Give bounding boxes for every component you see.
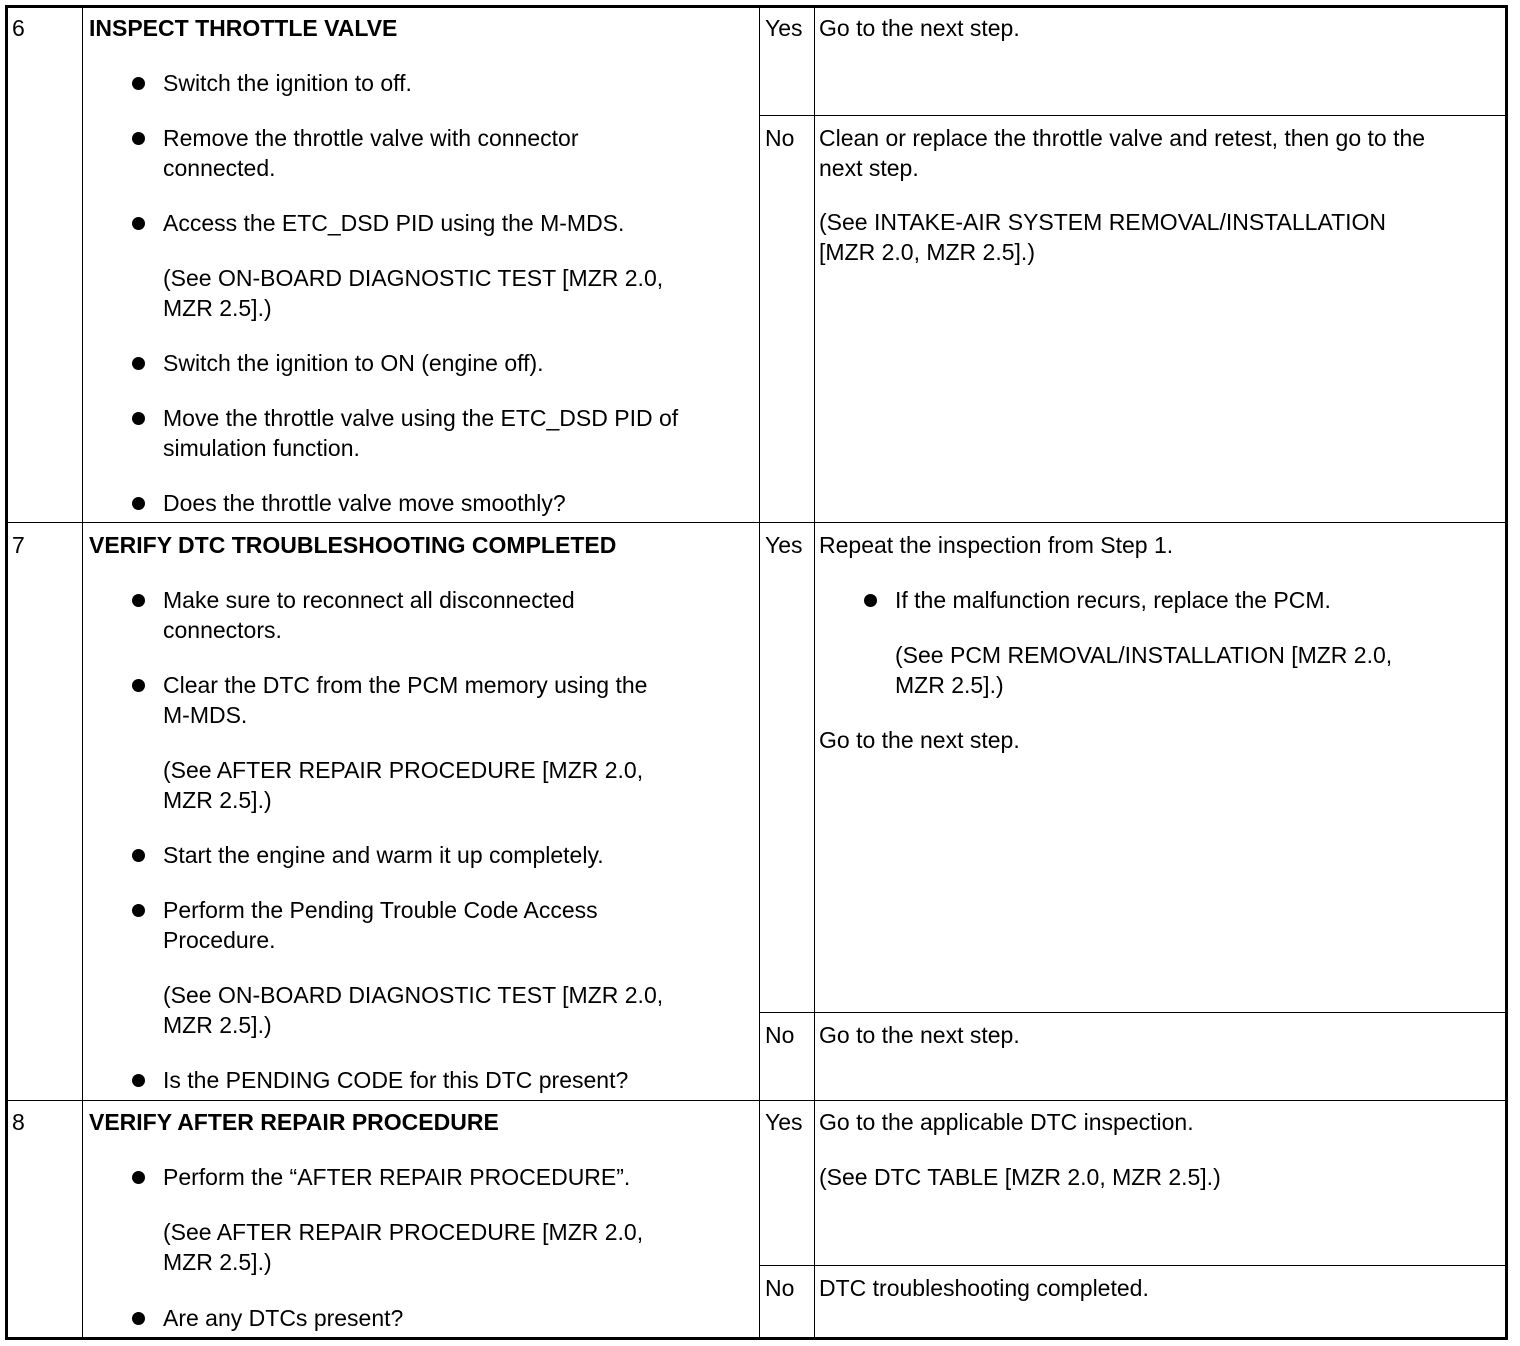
column-divider (814, 8, 815, 1337)
step-item: Procedure. (163, 927, 276, 953)
step-number: 6 (12, 15, 25, 41)
reference-link[interactable]: (See AFTER REPAIR PROCEDURE [MZR 2.0, (163, 757, 644, 783)
step-item: Does the throttle valve move smoothly? (163, 490, 566, 516)
reference-link[interactable]: (See INTAKE-AIR SYSTEM REMOVAL/INSTALLATION (819, 209, 1387, 235)
column-divider (82, 8, 83, 1337)
reference-link[interactable]: (See ON-BOARD DIAGNOSTIC TEST [MZR 2.0, (163, 982, 664, 1008)
step-item: Make sure to reconnect all disconnected (163, 587, 575, 613)
yes-action: Go to the applicable DTC inspection. (819, 1109, 1194, 1135)
yes-action: Go to the next step. (819, 727, 1020, 753)
yes-action: Go to the next step. (819, 15, 1020, 41)
step-title: INSPECT THROTTLE VALVE (89, 15, 398, 41)
bullet-icon (132, 217, 145, 230)
step-item: Move the throttle valve using the ETC_DSD PID of (163, 405, 679, 431)
yes-label: Yes (765, 15, 803, 41)
yes-label: Yes (765, 532, 803, 558)
reference-link[interactable]: MZR 2.5].) (163, 787, 272, 813)
reference-link[interactable]: (See PCM REMOVAL/INSTALLATION [MZR 2.0, (895, 642, 1393, 668)
yes-label: Yes (765, 1109, 803, 1135)
step-item: Perform the Pending Trouble Code Access (163, 897, 598, 923)
step-item: Perform the “AFTER REPAIR PROCEDURE”. (163, 1164, 631, 1190)
no-action: Go to the next step. (819, 1022, 1020, 1048)
step-title: VERIFY DTC TROUBLESHOOTING COMPLETED (89, 532, 617, 558)
result-divider (759, 115, 1505, 116)
step-item: Access the ETC_DSD PID using the M-MDS. (163, 210, 625, 236)
step-item: Remove the throttle valve with connector (163, 125, 579, 151)
bullet-icon (132, 904, 145, 917)
step-item: Are any DTCs present? (163, 1305, 404, 1331)
step-item: Start the engine and warm it up completely. (163, 842, 604, 868)
step-title: VERIFY AFTER REPAIR PROCEDURE (89, 1109, 499, 1135)
bullet-icon (132, 1312, 145, 1325)
reference-link[interactable]: MZR 2.5].) (895, 672, 1004, 698)
reference-link[interactable]: (See ON-BOARD DIAGNOSTIC TEST [MZR 2.0, (163, 265, 664, 291)
bullet-icon (132, 412, 145, 425)
bullet-icon (864, 594, 877, 607)
bullet-icon (132, 1171, 145, 1184)
bullet-icon (132, 679, 145, 692)
reference-link[interactable]: (See AFTER REPAIR PROCEDURE [MZR 2.0, (163, 1219, 644, 1245)
bullet-icon (132, 132, 145, 145)
reference-link[interactable]: MZR 2.5].) (163, 1249, 272, 1275)
result-divider (759, 1012, 1505, 1013)
yes-action: Repeat the inspection from Step 1. (819, 532, 1174, 558)
no-label: No (765, 125, 795, 151)
reference-link[interactable]: MZR 2.5].) (163, 295, 272, 321)
no-action: DTC troubleshooting completed. (819, 1275, 1149, 1301)
step-item: Is the PENDING CODE for this DTC present? (163, 1067, 629, 1093)
step-item: M-MDS. (163, 702, 248, 728)
step-item: connectors. (163, 617, 282, 643)
reference-link[interactable]: MZR 2.5].) (163, 1012, 272, 1038)
bullet-icon (132, 1074, 145, 1087)
reference-link[interactable]: (See DTC TABLE [MZR 2.0, MZR 2.5].) (819, 1164, 1221, 1190)
step-item: Clear the DTC from the PCM memory using the (163, 672, 648, 698)
step-item: Switch the ignition to ON (engine off). (163, 350, 544, 376)
step-number: 7 (12, 532, 25, 558)
row-divider (8, 522, 1505, 523)
bullet-icon (132, 77, 145, 90)
bullet-icon (132, 594, 145, 607)
no-label: No (765, 1022, 795, 1048)
no-action: Clean or replace the throttle valve and retest, then go to the (819, 125, 1426, 151)
bullet-icon (132, 357, 145, 370)
column-divider (759, 8, 760, 1337)
step-item: simulation function. (163, 435, 360, 461)
no-label: No (765, 1275, 795, 1301)
reference-link[interactable]: [MZR 2.0, MZR 2.5].) (819, 239, 1035, 265)
bullet-icon (132, 497, 145, 510)
step-item: connected. (163, 155, 276, 181)
no-action: next step. (819, 155, 919, 181)
step-item: Switch the ignition to off. (163, 70, 412, 96)
yes-action: If the malfunction recurs, replace the PCM. (895, 587, 1331, 613)
step-number: 8 (12, 1109, 25, 1135)
row-divider (8, 1100, 1505, 1101)
bullet-icon (132, 849, 145, 862)
result-divider (759, 1265, 1505, 1266)
